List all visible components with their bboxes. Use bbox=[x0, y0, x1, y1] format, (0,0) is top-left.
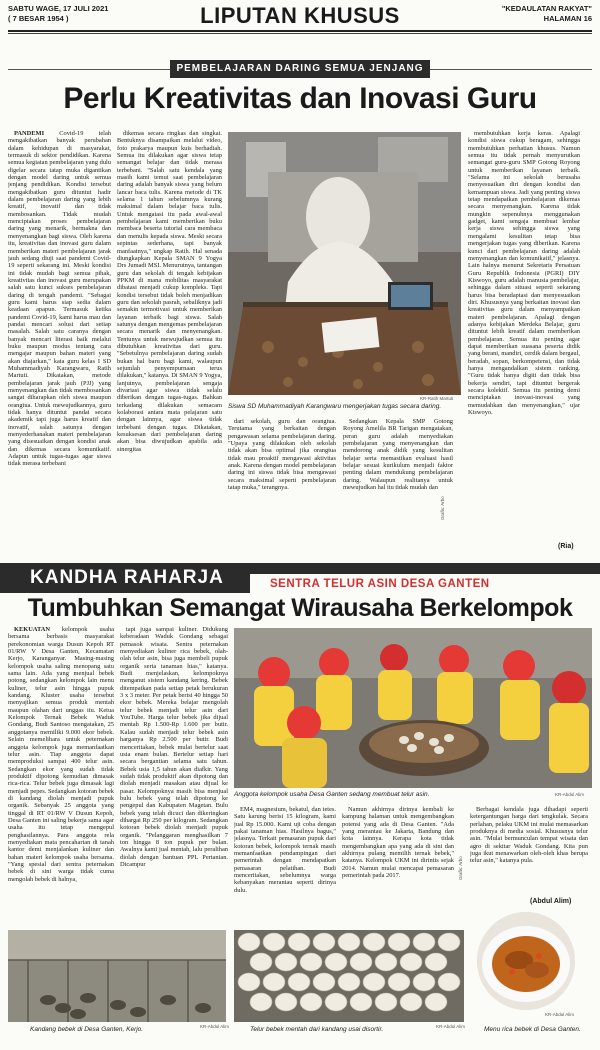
rica-bebek-dish-image bbox=[477, 912, 575, 1010]
duck-pen-image bbox=[8, 930, 226, 1022]
article2-top-caption: Anggota kelompok usaha Desa Ganten sedang membuat telur asin. bbox=[234, 791, 430, 798]
egg-tray-image bbox=[234, 930, 464, 1022]
paper-name: "KEDAULATAN RAKYAT" bbox=[501, 4, 592, 13]
article1-photo-caption: Siswa SD Muhammadiyah Karangwaru mengerjakan tugas secara daring. bbox=[228, 403, 442, 410]
article1-col5-text: membutuhkan kerja keras. Apalagi kondisi siswa cukup beragam, sehingga membutuhkan perhatian khusus. Namun semua itu tidak pernah menyurutkan semangat guru-guru SMP Gotong Royong untuk memberikan layanan terbaik. "Selama ini sekolah berusaha menyesuaikan diri dengan kondisi dan kemampuan siswa. Jadi yang penting siswa tetap mendapatkan pembelajaran dikemas secara menyenangkan. Karena tidak mungkin sepenuhnya menggunakan gadget, kami sengaja membuat lembar kerja siswa sehingga siswa yang mengalami kesulitan tetap bisa mengerjakan tugas yang diberikan. Karena kunci dari pembelajaran daring adalah menyenangkan dan komunikatif," jelasnya. Lain halnya menurut Sekretaris Persatuan Guru Republik Indonesia (PGRI) DIY Kiswoyo, guru adalah manusia pembelajar, sehingga dalam situasi seperti sekarang harus bisa beradaptasi dan menyesuaikan diri. Khususnya yang berkaitan inovasi dan kreativitas guru dalam menyampaikan materi pembelajaran. Apalagi dengan adanya kebijakan Merdeka Belajar, guru dituntut lebih kreatif dalam memberikan pembelajaran. Semua itu penting agar dapat memberikan suasana peserta didik yang berani, mandiri, cerdik dalam bergaul, beradab, sopan, berkompetensi, dan tidak hanya mengandalkan sistem ranking. "Guru tidak hanya digiti dan tidak bisa bekerja sendiri, tapi dituntut bergerak secara kolektif. Semua itu penting demi menciptakan inovasi-inovasi yang memudahkan dan menyenangkan," ujar Kiswoyo. bbox=[468, 130, 580, 417]
article1-col4-text: Sedangkan Kepala SMP Gotong Royong Amelila BR Tarigan mengatakan, peran guru adalah menyediakan pembelajaran yang menyenangkan dan mendorong anak didik yang kesulitan belajar serta memastikan evaluasi hasil belajar sesuai kurikulum menjadi faktor penting dalam mendukung pembelajaran daring. Walaupun realitanya untuk mewujudkan hal itu tidak mudah dan bbox=[343, 418, 453, 492]
article1-headline: Perlu Kreativitas dan Inovasi Guru bbox=[63, 82, 537, 115]
article1-col3-text: dari sekolah, guru dan orangtua. Terutama yang berkaitan dengan pengawasan selama pembelajaran daring. "Upaya yang dilakukan oleh sekolah tidak akan bisa optimal jika orangtua tidak mau proaktif mengawasi aktivitas anak. Karena dengan model pembelajaran daring ini siswa tidak bisa mengawasi secara maksimal seperti pembelajaran tatap muka," terangnya. bbox=[228, 418, 336, 492]
article1-column-4 bbox=[343, 418, 453, 553]
student-learning-photo bbox=[228, 132, 461, 395]
article1-column-1 bbox=[8, 130, 111, 553]
article2-lead-word: KEKUATAN bbox=[14, 626, 50, 633]
duck-pen-credit: KR-Abdul Alim bbox=[200, 1024, 230, 1029]
article2-col1-text: kelompok usaha bersama berbasis masyarakat perekonomian warga Dusun Kepoh RT 01/RW V Desa Ganten, Kecamatan Kerjo, Karanganyar. Masing-masing kelompok usaha saling menopang satu sama lain. Ada yang menjual bebek potong, sedangkan kelompok lain menu kuliner, telur asin hingga pupuk kandang. Kluster usaha tersebut menyajikan semua produk mentah maupun olahan dari unggas itu. Ketua Kelompok Ternak Bebek Waduk Gondang, Budi Santoso mengatakan, 25 anggotanya memiliki 9.000 ekor bebek. Selain memelihara untuk peternakan anggota kelompok juga memanfaatkan telur asin. Tiap anggota dapat memproduksi sampai 400 telur asin. Sedangkan ekor yang sudah tidak produktif dipotong kemudian dimasak rica-rica. Telur bebek juga dimasak lagi menjadi pepes. Sedangkan kotoran bebek di kandang diolah menjadi pupuk organik. Sebanyak 25 anggota yang tinggal di RT 01/RW V Dusun Kepoh, Desa Ganten ini saling bekerja sama agar usaha itu tetap mengepul penghasilannya. Para anggota rela menyediakan mata pencaharian di tanah kantor demi menjalankan kuliner dan bahan materi kelompok usaha bersama. "Yang spesial dari sentra peternakan bebek di sini warga tidak cuma mengolah bebek di halnya, bbox=[8, 626, 114, 883]
article1-column-5 bbox=[468, 130, 580, 542]
article2-side-credit: Grafis: Arbo bbox=[458, 856, 463, 880]
egg-tray-credit: KR-Abdul Alim bbox=[436, 1024, 466, 1029]
article2-rubric: KANDHA RAHARJA bbox=[30, 567, 224, 588]
duck-pen-caption: Kandang bebek di Desa Ganten, Kerjo. bbox=[30, 1026, 144, 1033]
article1-col1-text: Covid-19 telah mengakibatkan banyak perubahan dalam kehidupan di masyarakat, termasuk di sektor pendidikan. Karena semua kegiatan pembelajaran yang dulu digelar secara tatap muka digantikan dengan model daring untuk semua jenjang pendidikan. Kondisi tersebut mengakibatkan guru dituntut hadir dalam pembelajaran daring yang lebih kreatif, inovatif dan tidak membosankan. Tidak mudah menciptakan proses pembelajaran daring yang menarik, bermakna dan menyenangkan bagi siswa. Oleh karena itu, kreativitas dan inovasi guru dalam memberikan materi pembelajaran jarak jauh sedang diuji saat pandemi Covid-19 seperti sekarang ini. Meski kondisi ini tidak mudah bagi semua pihak, kreativitas dan inovasi guru merupakan salah satu kunci sukses pembelajaran daring di tengah pandemi. "Sebagai guru kami harus siap sedia dalam keadaan apapun. Termasuk ketika pandemi Covid-19, kami harus mau dan pandai mencari solusi dari setiap masalah. Salah satu caranya dengan banyak mencari literasi baik melalui buku maupun modus tentang cara mengajar maupun bahan materi yang akan diajarkan," kata guru kelas I SD Muhammadiyah Karangwaru, Ratih Martuti. Dikatakan, metode pembelajaran jarak jauh (PJJ) yang menyenangkan dan tidak membosankan sangat diharapkan oleh siswa maupun orangtua. Untuk mewujudkannya, guru tidak hanya dituntut pandai secara akademik tapi juga harus kreatif dan inovatif, salah satunya dengan menyederhanakan materi pembelajaran yang disesuaikan dengan kondisi anak dan dikemas secara komunikatif. Adapun untuk tugas-tugas agar siswa tidak merasa terbebani bbox=[8, 130, 111, 468]
egg-makers-photo bbox=[234, 628, 592, 788]
duck-pen-photo bbox=[8, 930, 226, 1022]
article2-col2-text: tapi juga sampai kuliner. Didukung keberadaan Waduk Gondang sebagai pemasok wisata. Sentra peternakan menyediakan kuliner rica bebek, olah-olah telur asin, bisa juga membeli pupuk organik serta tanaman hias," katanya. Budi menjelaskan, kelompoknya menganut sistem kandang kering. Bebek ditempatkan pada setiap petak berukuran 3 x 3 meter. Per petak berisi 40 hingga 50 ekor bebek. Mereka belajar mengolah telur bebek menjadi telur asin dari YouTube. Harga telur bebek jika dijual mentah Rp 1.500-Rp 1.600 per butir. Kalau sudah menjadi telur bebek asin harganya Rp 2.500 per butir. Budi menceritakan, bebek mulai bertelur saat usia enam bulan. Bertelur setiap hari secara bergantian selama satu tahun. Bebek usia 1,5 tahun akan diafkir. Yang sudah tidak produktif akan dipotong dan diolah menjadi masakan atau dijual ke pasar. Kelompoknya masih bisa menjual bulu bebek yang telah dipotong ke pengepul dan Kabupaten Magetan. Bulu bebek yang telah dicuci dan dikeringkan dihargai Rp 250 per kilogram. Sedangkan kotoran bebek diolah menjadi pupuk organik. "Pelanggaran menghasilkan 7 ton hingga 8 ton pupuk per bulan. Awalnya kami jual mentah, lalu peralihan diolah dengan bantuan PPL Pertanian. Dicampur bbox=[120, 626, 228, 868]
article1-photo-credit: KR-Ratih Martuti bbox=[420, 396, 454, 401]
article2-column-5 bbox=[470, 806, 588, 898]
article2-headline: Tumbuhkan Semangat Wirausaha Berkelompok bbox=[27, 594, 573, 622]
article2-kicker: SENTRA TELUR ASIN DESA GANTEN bbox=[270, 578, 490, 590]
masthead-rule-thin bbox=[8, 33, 592, 34]
egg-tray-photo bbox=[234, 930, 464, 1022]
issue-date: SABTU WAGE, 17 JULI 2021 bbox=[8, 4, 109, 13]
rica-bebek-caption: Menu rica bebek di Desa Ganten. bbox=[484, 1026, 581, 1033]
article2-column-2 bbox=[120, 626, 228, 921]
article1-column-2 bbox=[117, 130, 222, 553]
article2-column-1 bbox=[8, 626, 114, 921]
article1-signature: (Ria) bbox=[558, 543, 574, 550]
article1-photo bbox=[228, 132, 461, 395]
issue-date-javanese: ( 7 BESAR 1954 ) bbox=[8, 14, 69, 23]
article2-column-3 bbox=[234, 806, 336, 921]
article2-col5-text: Berbagai kendala juga dihadapi seperti ketergantungan harga dari tengkulak. Secara perlahan, pelaku UKM ini mulai memasarkan produknya di media sosial. Khususnya telur asin. "Mulai bermunculan tempat wisata dan agro di sekitar Waduk Gondang. Kita pun juga ikut menawarkan oleh-oleh khas berupa telur asin," katanya pula. bbox=[470, 806, 588, 865]
article2-col3-text: EM4, magnesium, bekatul, dan tetes. Satu karung berisi 15 kilogram, kami jual Rp 15.000. Kami uji coba dengan pakai tanaman hias. Hasilnya bagus," jelasnya. Terkait pemasaran pupuk dari kotoran bebek, kelompok ternak masih memanfaatkan pendampingan dari pemerintah dengan mendapatkan pemasaran pelatihan. Budi menceritakan, sebelumnya warga kebanyakan merantau seperti dirinya dulu. bbox=[234, 806, 336, 894]
masthead-paper bbox=[502, 4, 592, 24]
article2-top-photo bbox=[234, 628, 592, 788]
egg-tray-caption: Telur bebek mentah dari kandang usai disortir. bbox=[250, 1026, 384, 1033]
article2-column-4 bbox=[342, 806, 454, 921]
article2-signature: (Abdul Alim) bbox=[530, 898, 572, 905]
article1-side-credit: Grafis: Arbo bbox=[440, 496, 445, 520]
article2-top-credit: KR-Abdul Alim bbox=[555, 792, 585, 797]
article2-col4-text: Namun akhirnya dirinya kembali ke kampung halaman untuk mengembangkan potensi yang ada di Desa Ganten. "Ada yang merantau ke Jakarta, Bandung dan kota lainnya. Kerapa kota tidak mengembangkan apa yang ada di sini dan akhirnya pulang memilih ternak bebek," katanya. Kelompok UKM ini dirintis sejak 2014. Namun mulai mencapai pemasaran pemerintah pada 2017. bbox=[342, 806, 454, 880]
article1-col2-text: dikemas secara ringkas dan singkat. Bentuknya disampaikan melalui video, foto prakarya maupun kuis berhadiah. Semua itu dilakukan agar siswa tetap semangat belajar dan tidak merasa terbebani. "Salah satu kendala yang masih kami temui saat pembelajaran daring adalah banyak siswa yang belum lancar baca tulis. Karena metode di TK selama 1 tahun sebelumnya kurang maksimal dalam belajar baca tulis. Untuk mengatasi itu pada awal-awal pembelajaran kami memberikan buku membaca beserta tutorial cara membaca dan menulis kepada siswa. Meski secara sepintas sederhana, tapi banyak manfaatnya," ungkap Ratih. Hal senada diungkapkan Kepala SMAN 9 Yogya Drs Jumadi MSI. Menurutnya, tantangan guru dan sekolah di tengah kebijakan PPKM di mana mobilitas masyarakat dibatasi menjadi cukup kompleks. Tapi kondisi tersebut tidak boleh menjadikan guru dan sekolah pasrah, sebaliknya jadi semakin termotivasi untuk memberikan layanan terbaik bagi siswa. Salah satunya dengan mengemas pembelajaran secara menarik dan menyenangkan. Tentunya untuk mewujudkan semua itu dibutuhkan kreativitas dari guru. "Sebetulnya pembelajaran daring sudah bukan hal baru bagi kami, walaupun sejumlah penyempurnaan terus dilakukan," katanya. Di SMAN 9 Yogya, lanjutnya, pembelajaran sengaja divariasi agar siswa tidak selalu diberikan dengan tugas-tugas. Bahkan terkadang dilakukan semacam kolaborasi antara mata pelajaran satu dengan lainnya, agar siswa tidak terbebani dengan tugas. Dikatakan, kesuksesan dari pembelajaran daring akan bisa diwujudkan apabila ada sinergitas bbox=[117, 130, 222, 453]
article1-lead-word: PANDEMI bbox=[14, 130, 45, 137]
page-number: HALAMAN 16 bbox=[543, 14, 592, 23]
article1-column-3 bbox=[228, 418, 336, 553]
rica-bebek-credit: KR-Abdul Alim bbox=[545, 1012, 575, 1017]
section-title: LIPUTAN KHUSUS bbox=[200, 3, 400, 28]
masthead-rule bbox=[8, 30, 592, 32]
rica-bebek-photo bbox=[477, 912, 575, 1010]
article1-kicker: PEMBELAJARAN DARING SEMUA JENJANG bbox=[170, 60, 430, 78]
